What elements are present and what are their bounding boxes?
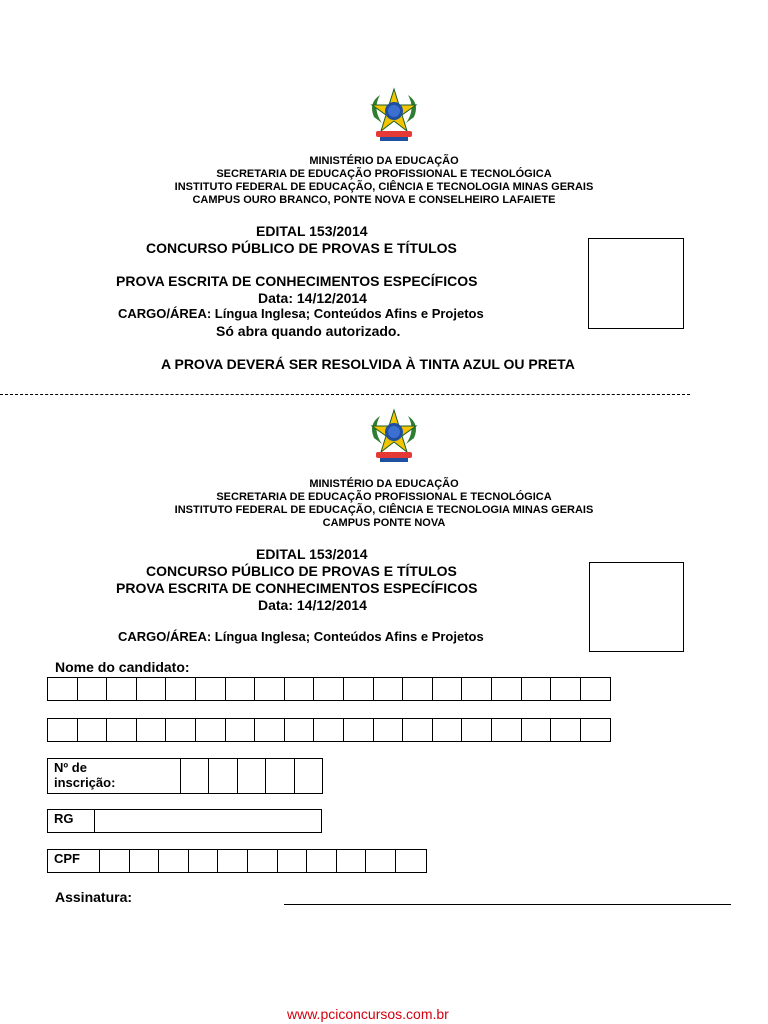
top-prova: PROVA ESCRITA DE CONHECIMENTOS ESPECÍFICOS [116,273,478,289]
bottom-concurso: CONCURSO PÚBLICO DE PROVAS E TÍTULOS [146,563,457,579]
header-line: SECRETARIA DE EDUCAÇÃO PROFISSIONAL E TECNOLÓGICA [216,168,552,180]
header-line: MINISTÉRIO DA EDUCAÇÃO [309,155,459,167]
assinatura-label: Assinatura: [55,889,133,905]
footer-link[interactable]: www.pciconcursos.com.br [287,1006,449,1022]
cpf-label: CPF [48,850,100,872]
nome-field-row-1[interactable] [47,677,611,701]
assinatura-line[interactable] [284,904,731,905]
header-line: INSTITUTO FEDERAL DE EDUCAÇÃO, CIÊNCIA E TECNOLOGIA MINAS GERAIS [174,181,594,193]
coat-of-arms-brazil-icon [362,406,426,466]
header-line: MINISTÉRIO DA EDUCAÇÃO [309,478,459,490]
bottom-header [0,478,768,530]
top-tinta: A PROVA DEVERÁ SER RESOLVIDA À TINTA AZUL OU PRETA [161,356,575,372]
header-line: INSTITUTO FEDERAL DE EDUCAÇÃO, CIÊNCIA E TECNOLOGIA MINAS GERAIS [174,504,594,516]
rg-label: RG [48,810,95,832]
inscricao-field[interactable] [47,758,323,794]
header-line: CAMPUS OURO BRANCO, PONTE NOVA E CONSELHEIRO LAFAIETE [192,194,556,206]
cut-line-divider [0,394,690,395]
top-data: Data: 14/12/2014 [258,290,367,306]
header-line: SECRETARIA DE EDUCAÇÃO PROFISSIONAL E TECNOLÓGICA [216,491,552,503]
bottom-edital: EDITAL 153/2014 [256,546,368,562]
rg-field[interactable] [47,809,322,833]
nome-candidato-label: Nome do candidato: [55,659,190,675]
bottom-prova: PROVA ESCRITA DE CONHECIMENTOS ESPECÍFICOS [116,580,478,596]
top-concurso: CONCURSO PÚBLICO DE PROVAS E TÍTULOS [146,240,457,256]
bottom-stamp-box [589,562,684,652]
top-stamp-box [588,238,684,329]
inscricao-label: Nº de inscrição: [48,759,181,793]
coat-of-arms-brazil-icon [362,85,426,145]
top-cargo: CARGO/ÁREA: Língua Inglesa; Conteúdos Afins e Projetos [118,306,484,321]
top-edital: EDITAL 153/2014 [256,223,368,239]
bottom-cargo: CARGO/ÁREA: Língua Inglesa; Conteúdos Afins e Projetos [118,629,484,644]
nome-field-row-2[interactable] [47,718,611,742]
header-line: CAMPUS PONTE NOVA [322,517,446,529]
bottom-data: Data: 14/12/2014 [258,597,367,613]
cpf-field[interactable] [47,849,427,873]
top-header [0,155,768,207]
top-so-abra: Só abra quando autorizado. [216,323,401,339]
